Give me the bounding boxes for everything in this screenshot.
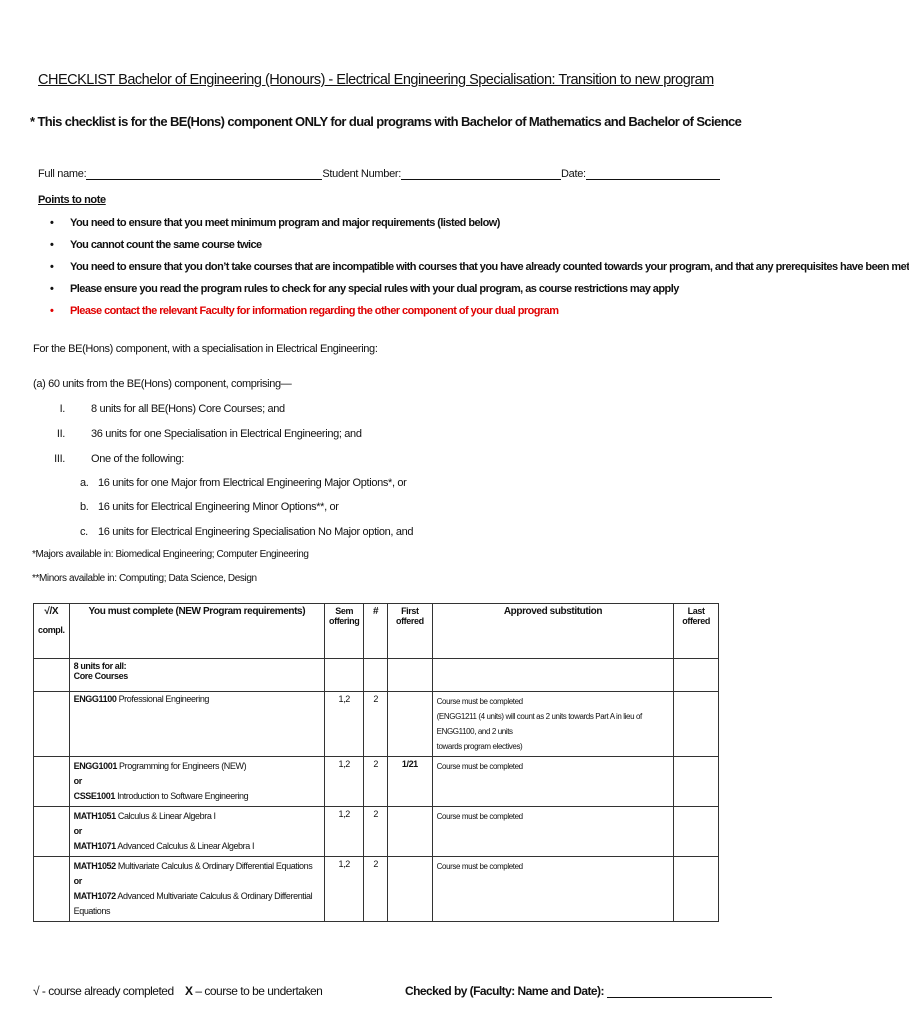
point-text: You cannot count the same course twice [70, 239, 262, 251]
units-cell: 2 [364, 857, 388, 922]
point-text: You need to ensure that you don’t take courses that are incompatible with courses that you have already counted towards your program, and that any prerequisites have been met [70, 261, 909, 273]
empty-cell [364, 659, 388, 692]
sem-cell: 1,2 [325, 757, 364, 807]
alpha-letter: b. [80, 501, 89, 513]
header-sem-offering: Sem offering [325, 604, 364, 659]
legend-x-symbol: X [185, 984, 193, 998]
bullet-icon: • [50, 283, 54, 295]
header-must-complete: You must complete (NEW Program requirements) [69, 604, 324, 659]
empty-cell [325, 659, 364, 692]
point-item [50, 236, 909, 258]
alpha-text: 16 units for one Major from Electrical Engineering Major Options*, or [98, 477, 407, 489]
compl-cell[interactable] [34, 692, 70, 757]
compl-cell[interactable] [34, 757, 70, 807]
roman-number: III. [54, 453, 65, 465]
sem-cell: 1,2 [325, 857, 364, 922]
roman-text: One of the following: [91, 453, 184, 465]
roman-item [38, 453, 184, 465]
last-offered-cell [674, 807, 719, 857]
units-cell: 2 [364, 692, 388, 757]
first-offered-cell: 1/21 [387, 757, 432, 807]
checked-by [405, 984, 772, 998]
table-row [34, 692, 719, 757]
student-number-label: Student Number: [322, 168, 402, 180]
date-label: Date: [561, 168, 586, 180]
bullet-icon: • [50, 305, 54, 317]
legend-tick: √ - course already completed [33, 984, 174, 998]
table-section-row [34, 659, 719, 692]
full-name-label: Full name: [38, 168, 87, 180]
alpha-item [80, 526, 413, 538]
page-title: CHECKLIST Bachelor of Engineering (Honours) - Electrical Engineering Specialisation: Transition to new program [38, 72, 714, 88]
course-cell: MATH1051 Calculus & Linear Algebra I or MATH1071 Advanced Calculus & Linear Algebra I [69, 807, 324, 857]
points-heading: Points to note [38, 194, 106, 206]
substitution-cell: Course must be completed [432, 757, 674, 807]
roman-item [38, 403, 285, 415]
first-offered-cell [387, 692, 432, 757]
empty-cell [674, 659, 719, 692]
last-offered-cell [674, 857, 719, 922]
point-text: Please contact the relevant Faculty for information regarding the other component of your dual program [70, 305, 559, 317]
alpha-item [80, 477, 406, 489]
header-approved-substitution: Approved substitution [432, 604, 674, 659]
checked-by-label: Checked by (Faculty: Name and Date): [405, 984, 604, 998]
compl-cell[interactable] [34, 659, 70, 692]
empty-cell [432, 659, 674, 692]
alpha-letter: c. [80, 526, 88, 538]
header-first-offered: First offered [387, 604, 432, 659]
point-item-alert [50, 302, 909, 324]
alpha-item [80, 501, 339, 513]
sem-cell: 1,2 [325, 807, 364, 857]
point-item [50, 280, 909, 302]
last-offered-cell [674, 757, 719, 807]
table-header-row [34, 604, 719, 659]
point-text: Please ensure you read the program rules to check for any special rules with your dual program, as course restrictions may apply [70, 283, 679, 295]
alpha-text: 16 units for Electrical Engineering Minor Options**, or [98, 501, 339, 513]
point-text: You need to ensure that you meet minimum program and major requirements (listed below) [70, 217, 500, 229]
minors-note: **Minors available in: Computing; Data Science, Design [32, 573, 257, 584]
course-cell: ENGG1001 Programming for Engineers (NEW) or CSSE1001 Introduction to Software Engineering [69, 757, 324, 807]
student-number-line[interactable] [401, 169, 561, 180]
first-offered-cell [387, 857, 432, 922]
course-cell: ENGG1100 Professional Engineering [69, 692, 324, 757]
bullet-icon: • [50, 217, 54, 229]
full-name-line[interactable] [86, 169, 322, 180]
majors-note: *Majors available in: Biomedical Engineering; Computer Engineering [32, 549, 309, 560]
substitution-cell: Course must be completed [432, 807, 674, 857]
substitution-cell: Course must be completed (ENGG1211 (4 units) will count as 2 units towards Part A in lieu of ENGG1100, and 2 units towards program electives) [432, 692, 674, 757]
course-cell: MATH1052 Multivariate Calculus & Ordinary Differential Equations or MATH1072 Advanced Multivariate Calculus & Ordinary Differential Equations [69, 857, 324, 922]
point-item [50, 214, 909, 236]
units-cell: 2 [364, 757, 388, 807]
table-row [34, 757, 719, 807]
table-row [34, 857, 719, 922]
legend [33, 984, 322, 998]
header-last-offered: Last offered [674, 604, 719, 659]
requirement-text: (a) 60 units from the BE(Hons) component, comprising— [33, 378, 292, 390]
header-units: # [364, 604, 388, 659]
roman-text: 8 units for all BE(Hons) Core Courses; and [91, 403, 285, 415]
header-completed: √/X compl. [34, 604, 70, 659]
table-row [34, 807, 719, 857]
page-subtitle: * This checklist is for the BE(Hons) component ONLY for dual programs with Bachelor of Mathematics and Bachelor of Science [30, 114, 742, 129]
bullet-icon: • [50, 239, 54, 251]
substitution-cell: Course must be completed [432, 857, 674, 922]
intro-text: For the BE(Hons) component, with a specialisation in Electrical Engineering: [33, 343, 378, 355]
points-list [50, 214, 909, 324]
requirements-table [33, 603, 719, 922]
section-label: 8 units for all: Core Courses [69, 659, 324, 692]
last-offered-cell [674, 692, 719, 757]
date-line[interactable] [586, 169, 720, 180]
point-item [50, 258, 909, 280]
roman-text: 36 units for one Specialisation in Electrical Engineering; and [91, 428, 362, 440]
legend-x: – course to be undertaken [195, 984, 323, 998]
student-details-fields [38, 168, 738, 180]
bullet-icon: • [50, 261, 54, 273]
alpha-text: 16 units for Electrical Engineering Specialisation No Major option, and [98, 526, 414, 538]
compl-cell[interactable] [34, 857, 70, 922]
empty-cell [387, 659, 432, 692]
checked-by-line[interactable] [607, 986, 772, 998]
compl-cell[interactable] [34, 807, 70, 857]
roman-number: I. [59, 403, 65, 415]
roman-item [38, 428, 362, 440]
alpha-letter: a. [80, 477, 89, 489]
sem-cell: 1,2 [325, 692, 364, 757]
roman-number: II. [56, 428, 65, 440]
units-cell: 2 [364, 807, 388, 857]
first-offered-cell [387, 807, 432, 857]
